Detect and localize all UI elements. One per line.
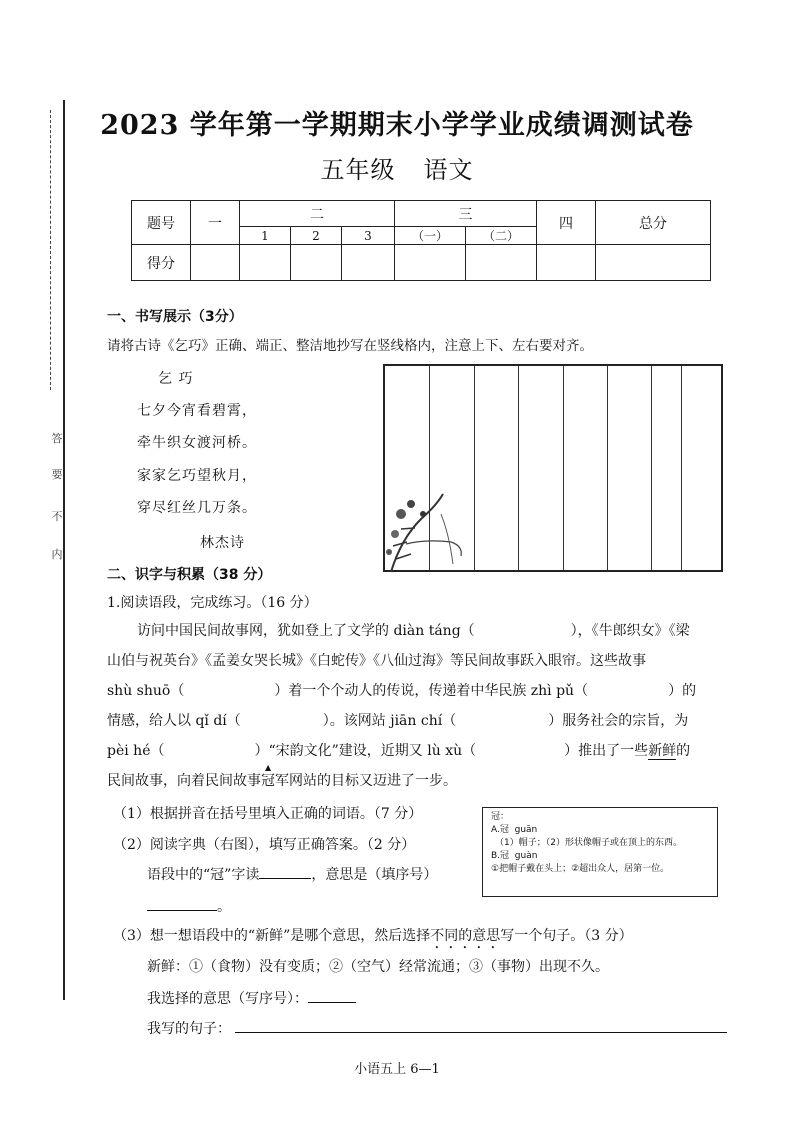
grid-column-line	[563, 366, 564, 570]
dictionary-entry-a: A.冠 guān	[491, 825, 538, 835]
passage-line: 民间故事，向着民间故事 ▲ 冠军网站的目标又迈进了一步。	[107, 763, 457, 789]
poem-author: 林杰诗	[200, 535, 245, 551]
table-header-cell: 题号	[132, 201, 191, 245]
table-header-cell: 总分	[596, 201, 711, 245]
table-row-label: 得分	[132, 245, 191, 281]
underlined-word-xinxian: 新鲜	[648, 743, 677, 759]
margin-label: 不	[51, 510, 63, 523]
poem-title: 乞 巧	[158, 371, 194, 387]
passage-line: shù shuō（ ）着一个个动人的传说，传递着中华民族 zhì pǔ（ ）的	[107, 683, 697, 699]
marked-char-guan: ▲ 冠	[261, 763, 275, 789]
question-title: 1.阅读语段，完成练习。（16 分）	[107, 595, 318, 611]
poem-line: 家家乞巧望秋月，	[137, 468, 257, 484]
sentence-label: 我写的句子：	[147, 1021, 231, 1037]
poem-line: 牵牛织女渡河桥。	[137, 435, 257, 451]
passage-line: 山伯与祝英台》《孟姜女哭长城》《白蛇传》《八仙过海》等民间故事跃入眼帘。这些故事	[107, 653, 646, 669]
grid-column-line	[607, 366, 608, 570]
exam-subtitle	[0, 150, 794, 185]
page-footer: 小语五上 6—1	[354, 1062, 440, 1077]
grid-column-line	[518, 366, 519, 570]
table-header-cell: 三	[395, 201, 537, 227]
answer-blank-reading[interactable]	[259, 864, 311, 879]
score-cell[interactable]	[342, 245, 395, 281]
poem-line: 穿尽红丝几万条。	[137, 500, 257, 516]
margin-label: 要	[51, 468, 63, 481]
grid-column-line	[651, 366, 652, 570]
sub-question: （1）根据拼音在括号里填入正确的词语。（7 分）	[113, 806, 423, 822]
dictionary-entry-b: B.冠 guàn	[491, 851, 538, 861]
sub-question-line: 语段中的“冠”字读 ，意思是（填序号）	[147, 864, 437, 884]
sub-question: （3）想一想语段中的“新鲜”是哪个意思，然后选择不同的意思写一个句子。（3 分）	[113, 928, 633, 944]
score-table	[131, 200, 711, 281]
table-subheader-cell: 1	[240, 227, 291, 245]
writing-grid[interactable]	[383, 364, 723, 572]
section-heading: 二、识字与积累（38 分）	[107, 567, 272, 583]
poem-line: 七夕今宵看碧霄，	[137, 403, 257, 419]
table-subheader-cell: （二）	[466, 227, 537, 245]
score-cell[interactable]	[291, 245, 342, 281]
answer-blank-meaning[interactable]	[147, 896, 217, 911]
plum-blossom-illustration	[381, 484, 481, 574]
dictionary-def-b: ①把帽子戴在头上；②超出众人，居第一位。	[491, 864, 670, 874]
score-cell[interactable]	[191, 245, 240, 281]
score-cell[interactable]	[596, 245, 711, 281]
passage-line: 情感，给人以 qǐ dí（ ）。该网站 jiān chí（ ）服务社会的宗旨，为	[107, 713, 689, 729]
table-header-cell: 一	[191, 201, 240, 245]
subject-label: 语文	[423, 156, 474, 184]
dictionary-head: 冠：	[491, 812, 510, 822]
score-cell[interactable]	[240, 245, 291, 281]
score-cell[interactable]	[537, 245, 596, 281]
exam-title: 2023 学年第一学期期末小学学业成绩调测试卷	[100, 110, 694, 141]
dictionary-box	[482, 807, 718, 897]
sub-question: （2）阅读字典（右图），填写正确答案。（2 分）	[113, 837, 416, 853]
passage-line: pèi hé（ ）“宋韵文化”建设，近期又 lù xù（ ）推出了一些新鲜的	[107, 743, 691, 759]
caret-marker-icon: ▲	[265, 763, 272, 772]
passage-line: 访问中国民间故事网，犹如登上了文学的 diàn táng（ ），《牛郎织女》《梁	[137, 623, 690, 639]
table-header-cell: 二	[240, 201, 395, 227]
margin-label: 内	[51, 548, 63, 561]
table-subheader-cell: 2	[291, 227, 342, 245]
table-header-cell: 四	[537, 201, 596, 245]
score-cell[interactable]	[395, 245, 466, 281]
table-subheader-cell: 3	[342, 227, 395, 245]
answer-line-sentence[interactable]	[235, 1032, 727, 1033]
dictionary-def-a: （1）帽子；（2）形状像帽子或在顶上的东西。	[495, 838, 682, 848]
emphasized-text: 不同的意思	[430, 928, 501, 944]
section-heading: 一、书写展示（3分）	[107, 309, 243, 325]
margin-label: 答	[51, 432, 63, 445]
meanings-line: 新鲜：①（食物）没有变质；②（空气）经常流通；③（事物）出现不久。	[147, 959, 609, 975]
sub-question-line: 。	[147, 896, 231, 916]
answer-blank-choice[interactable]	[308, 988, 356, 1003]
grid-column-line	[681, 366, 682, 570]
table-subheader-cell: （一）	[395, 227, 466, 245]
instruction-text: 请将古诗《乞巧》正确、端正、整洁地抄写在竖线格内，注意上下、左右要对齐。	[107, 338, 593, 354]
grade-label: 五年级	[320, 156, 396, 184]
choice-line: 我选择的意思（写序号）：	[147, 988, 356, 1008]
score-cell[interactable]	[466, 245, 537, 281]
